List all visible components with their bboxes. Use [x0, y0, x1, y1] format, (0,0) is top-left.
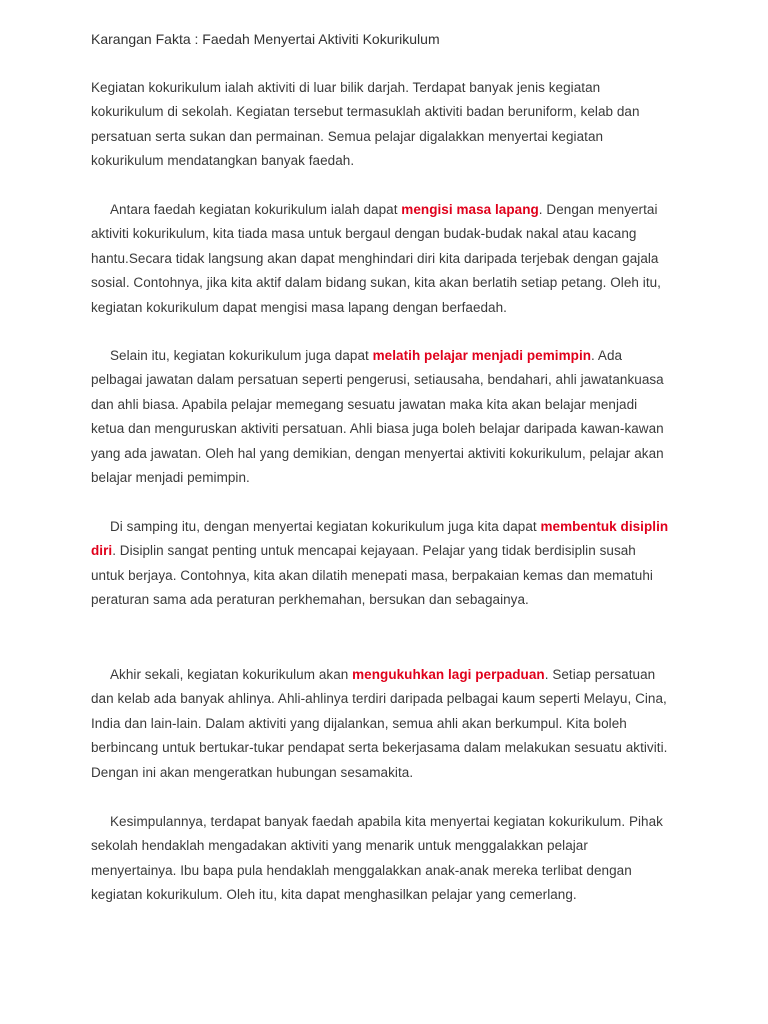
text-line: [91, 539, 691, 563]
text-line: [91, 296, 691, 320]
highlighted-phrase: melatih pelajar menjadi pemimpin: [372, 348, 592, 363]
paragraph-introduction: [91, 76, 691, 174]
text-run: hantu.Secara tidak langsung akan dapat menghindari diri kita daripada terjebak dengan gajala: [91, 250, 659, 266]
text-line: [91, 76, 691, 100]
text-run: Antara faedah kegiatan kokurikulum ialah dapat: [91, 202, 402, 217]
text-run: persatuan serta sukan dan permainan. Semua pelajar digalakkan menyertai kegiatan: [91, 128, 604, 144]
text-line: [91, 417, 691, 441]
text-line: [91, 859, 691, 883]
text-run: kokurikulum di sekolah. Kegiatan tersebut termasuklah aktiviti badan beruniform, kelab dan: [91, 104, 640, 120]
text-run: . Dengan menyertai: [538, 202, 658, 217]
text-line: [91, 883, 691, 907]
text-run: dan ahli biasa. Apabila pelajar memegang sesuatu jawatan maka kita akan belajar menjadi: [91, 396, 638, 412]
highlighted-phrase: diri: [91, 543, 113, 559]
text-line: [91, 736, 691, 760]
text-run: dan kelab ada banyak ahlinya. Ahli-ahlinya terdiri daripada pelbagai kaum seperti Melayu, Cina,: [91, 691, 667, 707]
text-run: Di samping itu, dengan menyertai kegiatan kokurikulum juga kita dapat: [91, 519, 541, 534]
text-run: Selain itu, kegiatan kokurikulum juga dapat: [91, 348, 373, 363]
text-line: [91, 515, 691, 539]
text-run: . Ada: [591, 348, 623, 363]
text-line: [91, 344, 691, 368]
text-line: [91, 761, 691, 785]
text-line: [91, 564, 691, 588]
text-run: . Setiap persatuan: [544, 667, 656, 682]
text-run: yang ada jawatan. Oleh hal yang demikian, dengan menyertai aktiviti kokurikulum, pelajar akan: [91, 445, 664, 461]
text-line: [91, 663, 691, 687]
text-run: kegiatan kokurikulum. Oleh itu, kita dapat menghasilkan pelajar yang cemerlang.: [91, 887, 577, 903]
text-run: . Disiplin sangat penting untuk mencapai kejayaan. Pelajar yang tidak berdisiplin susah: [112, 543, 636, 559]
text-run: Kegiatan kokurikulum ialah aktiviti di luar bilik darjah. Terdapat banyak jenis kegiatan: [91, 80, 601, 95]
text-line: [91, 222, 691, 246]
text-run: pelbagai jawatan dalam persatuan seperti pengerusi, setiausaha, bendahari, ahli jawatankuasa: [91, 372, 664, 388]
document-title: Karangan Fakta : Faedah Menyertai Aktiviti Kokurikulum: [91, 31, 440, 47]
text-run: berbincang untuk bertukar-tukar pendapat serta bekerjasama dalam melakukan sesuatu aktiviti.: [91, 740, 668, 756]
text-run: untuk berjaya. Contohnya, kita akan dilatih menepati masa, berpakaian kemas dan mematuhi: [91, 567, 653, 583]
text-run: aktiviti kokurikulum, kita tiada masa untuk bergaul dengan budak-budak nakal atau kacang: [91, 226, 637, 242]
text-line: [91, 712, 691, 736]
text-run: peraturan sama ada peraturan perkhemahan, bersukan dan sebagainya.: [91, 592, 529, 608]
text-line: [91, 198, 691, 222]
paragraph-melatih-pemimpin: [91, 344, 691, 490]
text-line: [91, 247, 691, 271]
paragraph-membentuk-disiplin: [91, 515, 691, 613]
paragraph-isi-masa-lapang: [91, 198, 691, 320]
text-run: belajar menjadi pemimpin.: [91, 469, 250, 485]
text-run: kegiatan kokurikulum dapat mengisi masa lapang dengan berfaedah.: [91, 299, 507, 315]
text-run: India dan lain-lain. Dalam aktiviti yang dijalankan, semua ahli akan berkumpul. Kita boleh: [91, 715, 627, 731]
text-line: [91, 834, 691, 858]
text-run: Akhir sekali, kegiatan kokurikulum akan: [91, 667, 353, 682]
paragraph-kesimpulan: [91, 810, 691, 908]
highlighted-phrase: membentuk disiplin: [540, 519, 669, 534]
text-run: Dengan ini akan mengeratkan hubungan sesamakita.: [91, 764, 414, 780]
text-line: [91, 810, 691, 834]
text-line: [91, 393, 691, 417]
text-line: [91, 100, 691, 124]
text-run: Kesimpulannya, terdapat banyak faedah apabila kita menyertai kegiatan kokurikulum. Pihak: [91, 814, 663, 829]
text-line: [91, 125, 691, 149]
text-line: [91, 271, 691, 295]
highlighted-phrase: mengisi masa lapang: [401, 202, 539, 217]
paragraph-mengukuhkan-perpaduan: [91, 663, 691, 785]
text-run: sosial. Contohnya, jika kita aktif dalam bidang sukan, kita akan berlatih setiap petang. Oleh itu,: [91, 275, 661, 291]
text-run: menyertainya. Ibu bapa pula hendaklah menggalakkan anak-anak mereka terlibat dengan: [91, 862, 632, 878]
text-line: [91, 466, 691, 490]
text-line: [91, 687, 691, 711]
text-run: kokurikulum mendatangkan banyak faedah.: [91, 153, 355, 169]
text-line: [91, 149, 691, 173]
text-line: [91, 368, 691, 392]
highlighted-phrase: mengukuhkan lagi perpaduan: [352, 667, 545, 682]
text-run: ketua dan menguruskan aktiviti persatuan. Ahli biasa juga boleh belajar daripada kawan-kawan: [91, 421, 664, 437]
text-run: sekolah hendaklah mengadakan aktiviti yang menarik untuk menggalakkan pelajar: [91, 838, 588, 854]
text-line: [91, 442, 691, 466]
text-line: [91, 588, 691, 612]
